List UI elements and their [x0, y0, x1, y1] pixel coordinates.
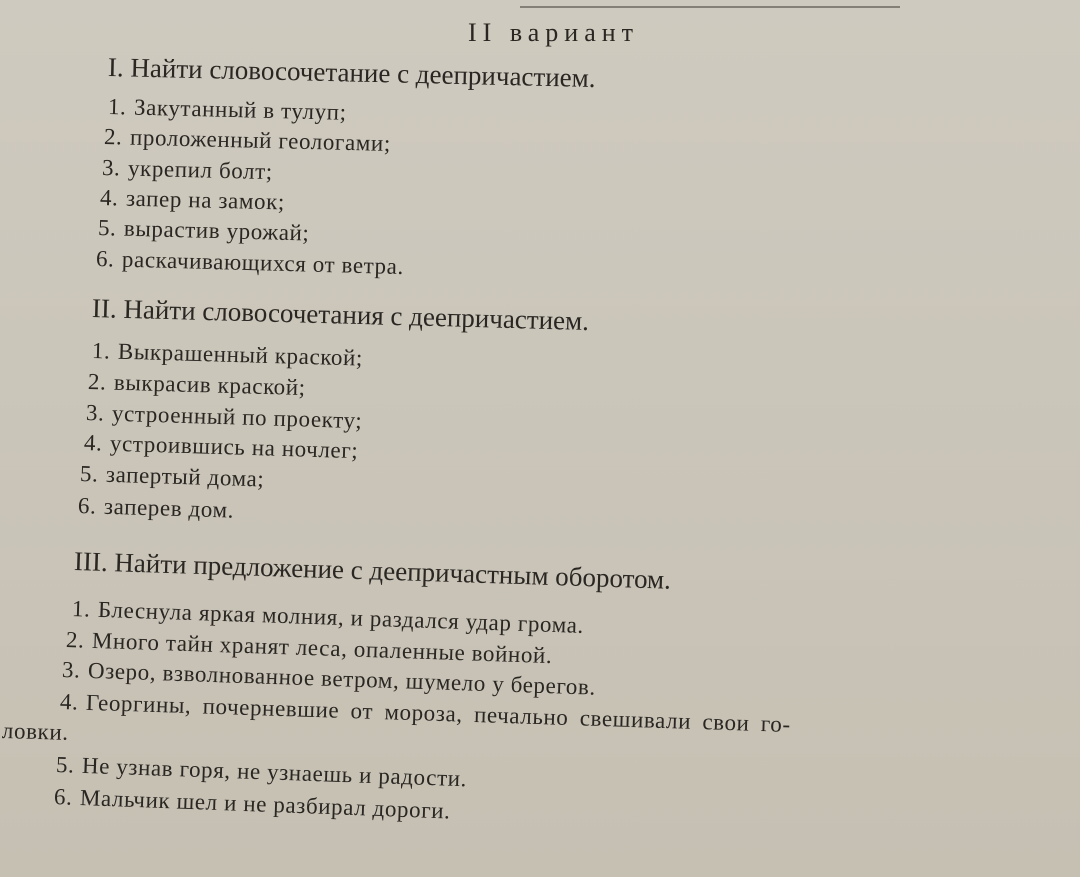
task-2-item-2: 2. выкрасив краской;	[87, 369, 307, 401]
task-1-item-1: 1. Закутанный в тулуп;	[107, 94, 347, 125]
task-1-heading: I. Найти словосочетание с деепричастием.	[107, 52, 596, 94]
task-3-item-2: 2. Много тайн хранят леса, опаленные войной.	[65, 627, 553, 669]
task-1-item-2: 2. проложенный геологами;	[103, 124, 392, 157]
task-2-item-4: 4. устроившись на ночлег;	[83, 430, 359, 464]
task-3-item-5: 5. Не узнав горя, не узнаешь и радости.	[55, 752, 468, 792]
task-3-heading: III. Найти предложение с деепричастным оборотом.	[73, 546, 672, 595]
task-3-item-4: 4. Георгины, почерневшие от мороза, печально свешивали свои го-	[59, 689, 792, 737]
task-2-item-3: 3. устроенный по проекту;	[85, 400, 363, 434]
task-2-heading: II. Найти словосочетания с деепричастием.	[91, 293, 590, 337]
top-rule	[520, 0, 900, 8]
task-2-item-5: 5. запертый дома;	[79, 461, 265, 492]
variant-title: II вариант	[468, 18, 640, 47]
task-2-item-1: 1. Выкрашенный краской;	[91, 338, 364, 371]
task-1-item-3: 3. укрепил болт;	[101, 155, 274, 185]
task-3-item-3: 3. Озеро, взволнованное ветром, шумело у берегов.	[61, 657, 597, 700]
task-3-item-6: 6. Мальчик шел и не разбирал дороги.	[53, 784, 452, 824]
task-1-item-5: 5. вырастив урожай;	[97, 215, 310, 246]
task-2-item-6: 6. заперев дом.	[77, 493, 235, 523]
task-1-item-6: 6. раскачивающихся от ветра.	[95, 246, 405, 280]
task-3-item-1: 1. Блеснула яркая молния, и раздался удар грома.	[71, 596, 585, 638]
task-3-item-4-continued: ловки.	[1, 718, 70, 745]
task-1-item-4: 4. запер на замок;	[99, 185, 286, 215]
